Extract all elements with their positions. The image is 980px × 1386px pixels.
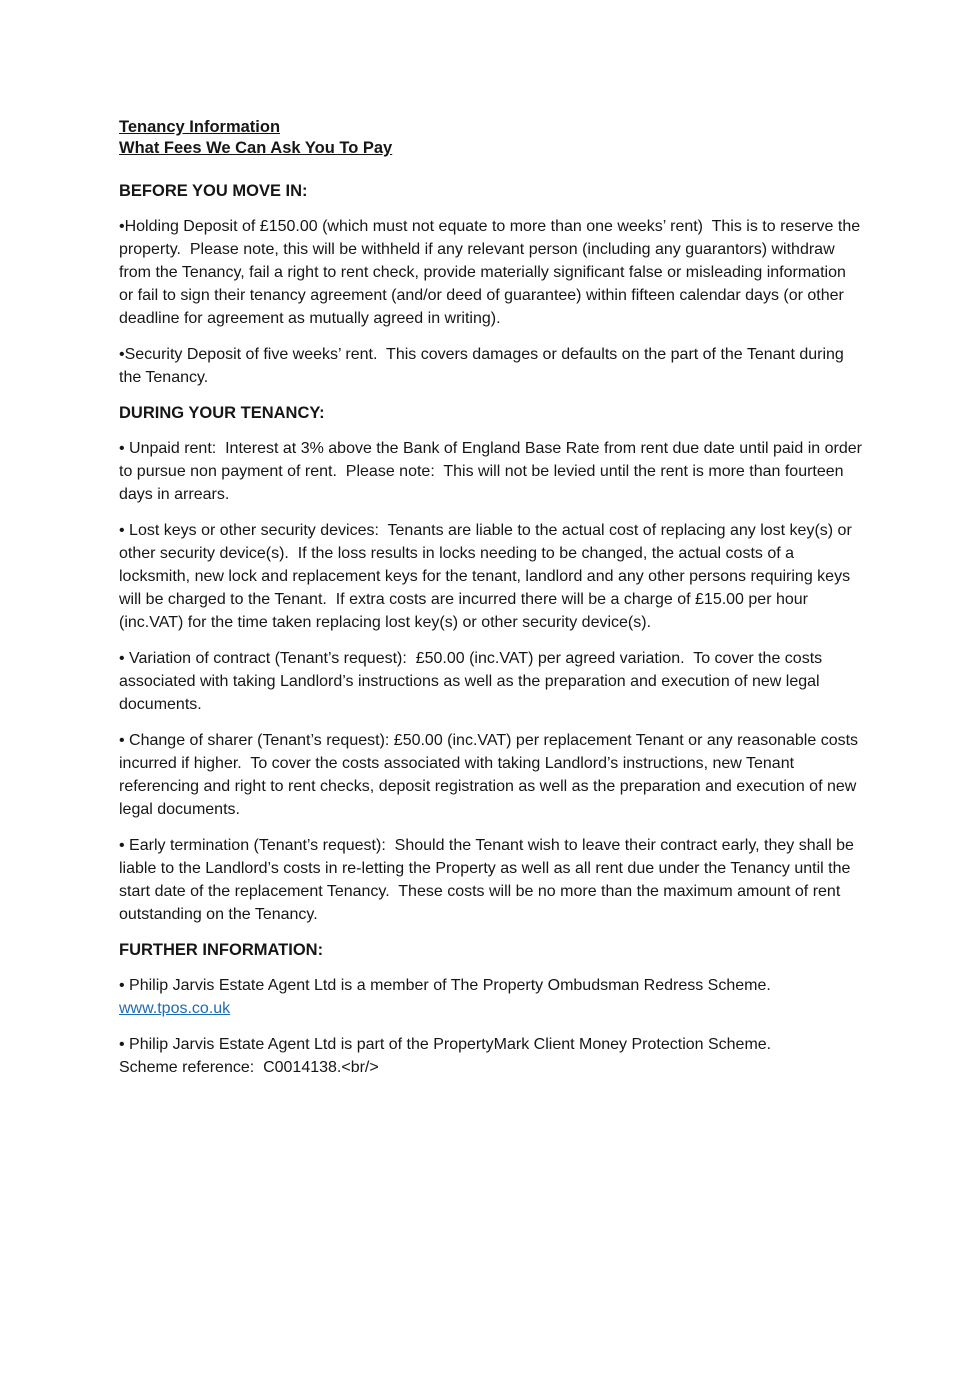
change-of-sharer-paragraph: • Change of sharer (Tenant’s request): £50.00 (inc.VAT) per replacement Tenant or any reasonable costs incurred if higher. To cover the costs associated with taking Landlord’s instructions, new Tenant referencing and right to rent checks, deposit registration as well as the preparation and execution of new legal documents. — [119, 732, 863, 818]
section-during-your-tenancy — [119, 402, 867, 926]
document-title — [119, 117, 862, 159]
cmp-line-2: Scheme reference: C0014138.<br/> — [119, 1059, 379, 1076]
early-termination-paragraph: • Early termination (Tenant’s request): Should the Tenant wish to leave their contract early, they shall be liable to the Landlord’s costs in re-letting the Property as well as all rent due under the Tenancy until the start date of the replacement Tenancy. These costs will be no more than the maximum amount of rent outstanding on the Tenancy. — [119, 837, 859, 923]
further-heading: FURTHER INFORMATION: — [119, 941, 324, 959]
lost-keys-paragraph: • Lost keys or other security devices: Tenants are liable to the actual cost of replacing any lost key(s) or other security device(s). If the loss results in locks needing to be changed, the actual costs of a locksmith, new lock and replacement keys for the tenant, landlord and any other persons requiring keys will be charged to the Tenant. If extra costs are incurred there will be a charge of £15.00 per hour (inc.VAT) for the time taken replacing lost key(s) or other security device(s). — [119, 522, 857, 631]
security-deposit-paragraph: •Security Deposit of five weeks’ rent. This covers damages or defaults on the part of the Tenant during the Tenancy. — [119, 346, 849, 386]
client-money-protection-paragraph — [119, 1033, 862, 1079]
during-heading: DURING YOUR TENANCY: — [119, 404, 325, 422]
title-line-1: Tenancy Information — [119, 118, 281, 136]
title-line-2: What Fees We Can Ask You To Pay — [119, 139, 393, 157]
ombudsman-paragraph — [119, 974, 862, 1020]
variation-of-contract-paragraph: • Variation of contract (Tenant’s request): £50.00 (inc.VAT) per agreed variation. To cover the costs associated with taking Landlord’s instructions as well as the preparation and execution of new legal documents. — [119, 650, 827, 713]
tpos-link[interactable]: www.tpos.co.uk — [119, 1000, 231, 1017]
unpaid-rent-paragraph: • Unpaid rent: Interest at 3% above the Bank of England Base Rate from rent due date until paid in order to pursue non payment of rent. Please note: This will not be levied until the rent is more than fourteen days in arrears. — [119, 440, 867, 503]
before-heading: BEFORE YOU MOVE IN: — [119, 182, 308, 200]
holding-deposit-paragraph: •Holding Deposit of £150.00 (which must not equate to more than one weeks’ rent) This is to reserve the property. Please note, this will be withheld if any relevant person (including any guarantors) withdraw from the Tenancy, fail a right to rent check, provide materially significant false or misleading information or fail to sign their tenancy agreement (and/or deed of guarantee) within fifteen calendar days (or other deadline for agreement as mutually agreed in writing). — [119, 218, 865, 327]
ombudsman-text: • Philip Jarvis Estate Agent Ltd is a member of The Property Ombudsman Redress Scheme. — [119, 977, 771, 994]
section-further-information — [119, 939, 862, 1079]
cmp-line-1: • Philip Jarvis Estate Agent Ltd is part of the PropertyMark Client Money Protection Scheme. — [119, 1036, 772, 1053]
section-before-you-move-in — [119, 180, 865, 389]
